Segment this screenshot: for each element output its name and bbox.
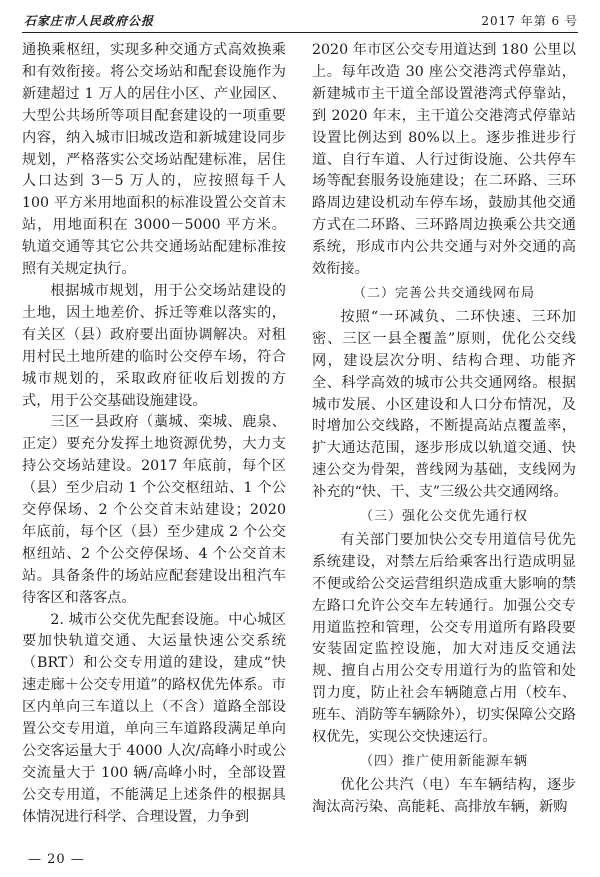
section-heading: （二）完善公共交通线网布局: [352, 285, 535, 301]
section-heading: （三）强化公交优先通行权: [359, 509, 528, 525]
page-header: [22, 10, 578, 33]
paragraph: 按照“一环减负、二环快速、三环加密、三区一县全覆盖”原则，优化公交线网，建设层次分明、结构合理、功能齐全、科学高效的城市公共交通网络。根据城市发展、小区建设和人口分布情况，及时增加公交线路，不断提高站点覆盖率，扩大通达范围，逐步形成以轨道交通、快速公交为骨架，普线网为基础，支线网为补充的“快、干、支”三级公共交通网络。: [312, 308, 576, 501]
page-number: — 20 —: [28, 852, 85, 867]
paragraph: 有关部门要加快公交专用道信号优先系统建设，对禁左后给乘客出行造成明显不便或给公交运营组织造成重大影响的禁左路口允许公交车左转通行。加强公交专用道监控和管理，公交专用道所有路段要安装固定监控设施，加大对违反交通法规、擅自占用公交专用道行为的监管和处罚力度，防止社会车辆随意占用（校车、班车、消防等车辆除外），切实保障公交路权优先，实现公交快速运行。: [312, 531, 576, 746]
paragraph: 根据城市规划，用于公交场站建设的土地，因土地差价、拆迁等难以落实的，有关区（县）政府要出面协调解决。对租用村民土地所建的临时公交停车场，符合城市规划的，采取政府征收后划拨的方式，用于公交基础设施建设。: [22, 282, 286, 409]
paragraph: 通换乘枢纽，实现多种交通方式高效换乘和有效衔接。将公交场站和配套设施作为新建超过 1 万人的居住小区、产业园区、大型公共场所等项目配套建设的一项重要内容，纳入城市旧城改造和新城建设同步规划，严格落实公交场站配建标准，居住人口达到 3－5 万人的，应按照每千人 100 平方米用地面积的标准设置公交首末站，用地面积在 3000－5000 平方米。轨道交通等其它公共交通场站配建标准按照有关规定执行。: [22, 42, 286, 278]
publication-title: 石家庄市人民政府公报: [24, 14, 155, 28]
section-heading: （四）推广使用新能源车辆: [359, 754, 528, 769]
paragraph: 2. 城市公交优先配套设施。中心城区要加快轨道交通、大运量快速公交系统（BRT）和公交专用道的建设，建成“快速走廊＋公交专用道”的路权优先体系。市区内单向三车道以上（不含）道路全部设置公交专用道，单向三车道路段满足单向公交客运量大于 4000 人次/高峰小时或公交流量大于 100 辆/高峰小时，全部设置公交专用道，不能满足上述条件的根据具体情况进行科学、合理设置，力争到: [22, 611, 286, 825]
paragraph: 优化公共汽（电）车车辆结构，逐步淘汰高污染、高能耗、高排放车辆，新购: [312, 776, 576, 815]
paragraph: 三区一县政府（藁城、栾城、鹿泉、正定）要充分发挥土地资源优势，大力支持公交场站建设。2017 年底前，每个区（县）至少启动 1 个公交枢纽站、1 个公交停保场、2 个公交首末站建设；2020 年底前，每个区（县）至少建成 2 个公交枢纽站、2 个公交停保场、4 个公交首末站。具备条件的场站应配套建设出租汽车待客区和落客点。: [22, 414, 286, 606]
left-column: [22, 40, 286, 829]
paragraph: 2020 年市区公交专用道达到 180 公里以上。每年改造 30 座公交港湾式停靠站，新建城市主干道全部设置港湾式停靠站，到 2020 年末，主干道公交港湾式停靠站设置比例达到 80%以上。逐步推进步行道、自行车道、人行过街设施、公共停车场等配套服务设施建设；在二环路、三环路周边建设机动车停车场，鼓励其他交通方式在二环路、三环路周边换乘公共交通系统，形成市内公共交通与对外交通的高效衔接。: [312, 42, 576, 278]
right-column: [312, 40, 576, 819]
issue-number: 2017 年第 6 号: [481, 14, 578, 28]
